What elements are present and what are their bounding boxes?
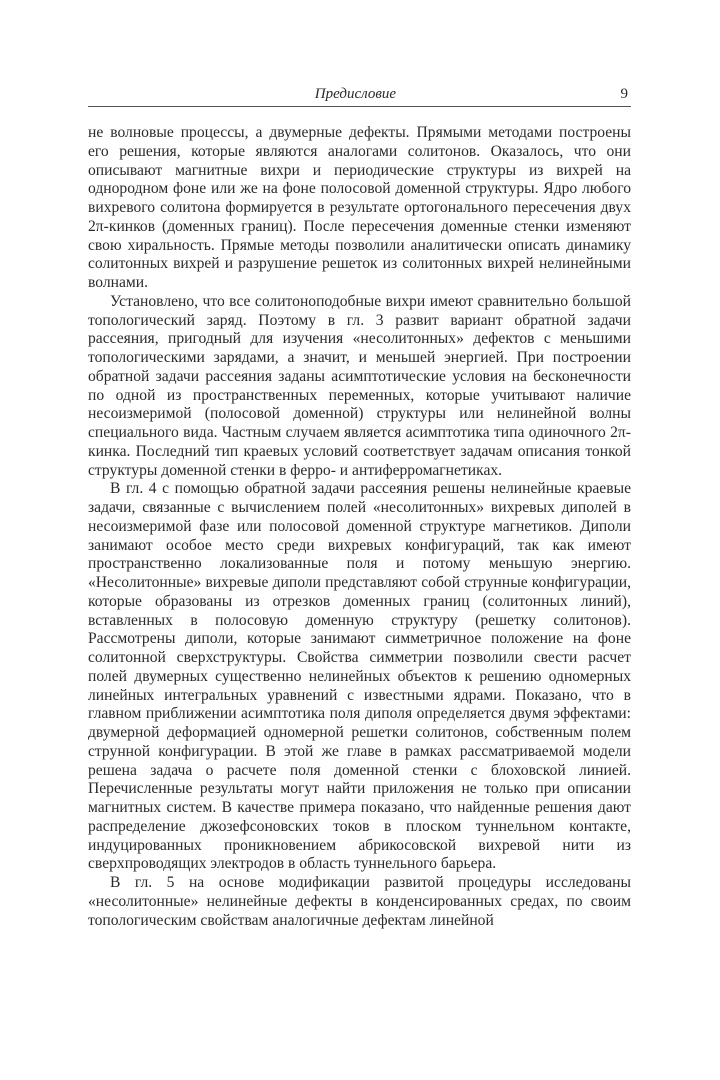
paragraph-chapter-5: В гл. 5 на основе модификации развитой процедуры исследованы «несолитонные» нелинейные дефекты в конденсированных средах, по своим топологическим свойствам аналогичные дефектам линейной [88, 874, 631, 929]
paragraph-chapter-3: Установлено, что все солитоноподобные вихри имеют сравнительно большой топологический заряд. Поэтому в гл. 3 развит вариант обратной задачи рассеяния, пригодный для изучения «несолитонных» дефектов с меньшими топологическими зарядами, а значит, и меньшей энергией. При построении обратной задачи рассеяния заданы асимптотические условия на бесконечности по одной из пространственных переменных, которые учитывают наличие несоизмеримой (полосовой доменной) структуры или нелинейной волны специального вида. Частным случаем является асимптотика типа одиночного 2π-кинка. Последний тип краевых условий соответствует задачам описания тонкой структуры доменной стенки в ферро- и антиферромагнетиках. [88, 292, 631, 479]
paragraph-chapter-4: В гл. 4 с помощью обратной задачи рассеяния решены нелинейные краевые задачи, связанные с вычислением полей «несолитонных» вихревых диполей в несоизмеримой фазе или полосовой доменной структуре магнетиков. Диполи занимают особое место среди вихревых конфигураций, так как имеют пространственно локализованные поля и потому меньшую энергию. «Несолитонные» вихревые диполи представляют собой струнные конфигурации, которые образованы из отрезков доменных границ (солитонных линий), вставленных в полосовую доменную структуру (решетку солитонов). Рассмотрены диполи, которые занимают симметричное положение на фоне солитонной сверхструктуры. Свойства симметрии позволили свести расчет полей двумерных существенно нелинейных объектов к решению одномерных линейных интегральных уравнений с известными ядрами. Показано, что в главном приближении асимптотика поля диполя определяется двумя эффектами: двумерной деформацией одномерной решетки солитонов, собственным полем струнной конфигурации. В этой же главе в рамках рассматриваемой модели решена задача о расчете поля доменной стенки с блоховской линией. Перечисленные результаты могут найти приложения не только при описании магнитных систем. В качестве примера показано, что найденные решения дают распределение джозефсоновских токов в плоском туннельном контакте, индуцированных проникновением абрикосовской вихревой нити из сверхпроводящих электродов в область туннельного барьера. [88, 480, 631, 873]
body-text [88, 124, 631, 930]
running-title: Предисловие [314, 86, 396, 102]
paragraph-continuation: не волновые процессы, а двумерные дефекты. Прямыми методами построены его решения, которые являются аналогами солитонов. Оказалось, что они описывают магнитные вихри и периодические структуры из вихрей на однородном фоне или же на фоне полосовой доменной структуры. Ядро любого вихревого солитона формируется в результате ортогонального пересечения двух 2π-кинков (доменных границ). После пересечения доменные стенки изменяют свою хиральность. Прямые методы позволили аналитически описать динамику солитонных вихрей и разрушение решеток из солитонных вихрей нелинейными волнами. [88, 124, 631, 291]
running-header [88, 86, 631, 107]
page-number: 9 [620, 86, 628, 102]
